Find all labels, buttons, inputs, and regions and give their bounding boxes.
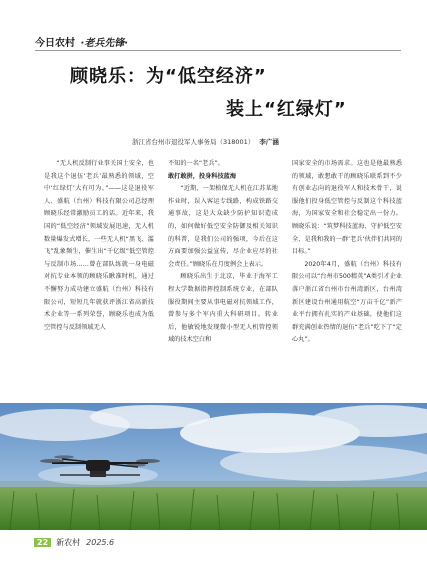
- byline-org: 浙江省台州市退役军人事务局（318001）: [132, 138, 255, 146]
- subheading: 敢打敢拼，投身科技蓝海: [168, 172, 237, 180]
- paragraph: “近期，一架植保无人机在江苏某地作业时，误入客运专线路，构成铁路交通事故，这是大众缺少防护知识造成的，如何做好低空安全防御及相关知识的科普，是我们公司的强项，今后在这方面要加强公益宣传，尽企业应尽的社会责任。”顾晓乐在月度例会上表示。: [168, 185, 278, 268]
- issue-number: 2025.6: [86, 538, 115, 547]
- article-title-line2: 装上“红绿灯”: [226, 99, 347, 120]
- paragraph: 不知的一名“老兵”。: [168, 160, 224, 167]
- paragraph: 国家安全的市场需求。这也是他最熟悉的领域，敢想敢干的顾晓乐联系到不少有创业志向的退役军人和技术骨干，说服他们投身低空管控与反制这个科技蓝海，为国家安全和社会稳定出一份力。顾晓乐说：“筑梦科技蓝海、守护低空安全，是我和我的一群‘老兵’伙伴们共同的目标。”: [292, 160, 402, 256]
- section-name: 今日农村: [35, 38, 75, 49]
- paragraph: 顾晓乐出生于北京，毕业于海军工程大学数据指挥控制系统专业，在部队服役期间主要从事电磁对抗领域工作，曾参与多个军内重大科研项目。转业后，他敏锐地发现微小型无人机管控领域的技术空白和: [168, 273, 278, 344]
- article-title-line1: 顾晓乐：为“低空经济”: [70, 66, 267, 87]
- header-divider: [35, 50, 401, 51]
- paragraph: “无人机反制行业事关国土安全，也是我这个退伍‘老兵’最熟悉的领域，空中‘红绿灯’大有可为。”——这是退役军人、盛航（台州）科技有限公司总经理顾晓乐经常激励员工的话。近年来，我国的“低空经济”领域发展迅速，无人机数量爆发式增长，一些无人机“黑飞、滥飞”乱象频生，催生出“千亿级”低空管控与反制市场……曾在部队练就一身电磁对抗专业本领的顾晓乐瞅准时机，通过不懈努力成功建立盛航（台州）科技有限公司，短短几年就获评浙江省高新技术企业等一系列荣誉，顾晓乐也成为低空管控与反制领域无人: [44, 160, 154, 331]
- drone-field-illustration: [0, 403, 427, 530]
- page-number: 22: [34, 538, 51, 547]
- section-subtitle: ·老兵先锋·: [80, 38, 129, 49]
- drone-field-photo: [0, 403, 427, 530]
- article-column-2: [168, 158, 278, 347]
- paragraph: 2020年4月，盛航（台州）科技有限公司以“台州市500精英”A类引才企业落户浙江省台州市台州湾新区，台州湾新区建设台州通用航空“万亩千亿”新产业平台拥有扎实的产业基础，使他们这群充满创业热情的退伍“老兵”吃下了“定心丸”。: [292, 260, 402, 344]
- section-header: [35, 34, 128, 49]
- magazine-name: 新农村: [56, 538, 81, 547]
- article-column-3: [292, 158, 402, 347]
- article-column-1: [44, 158, 154, 334]
- byline-author: 李广涵: [259, 138, 279, 146]
- byline: [132, 137, 279, 146]
- page-footer: [34, 537, 114, 548]
